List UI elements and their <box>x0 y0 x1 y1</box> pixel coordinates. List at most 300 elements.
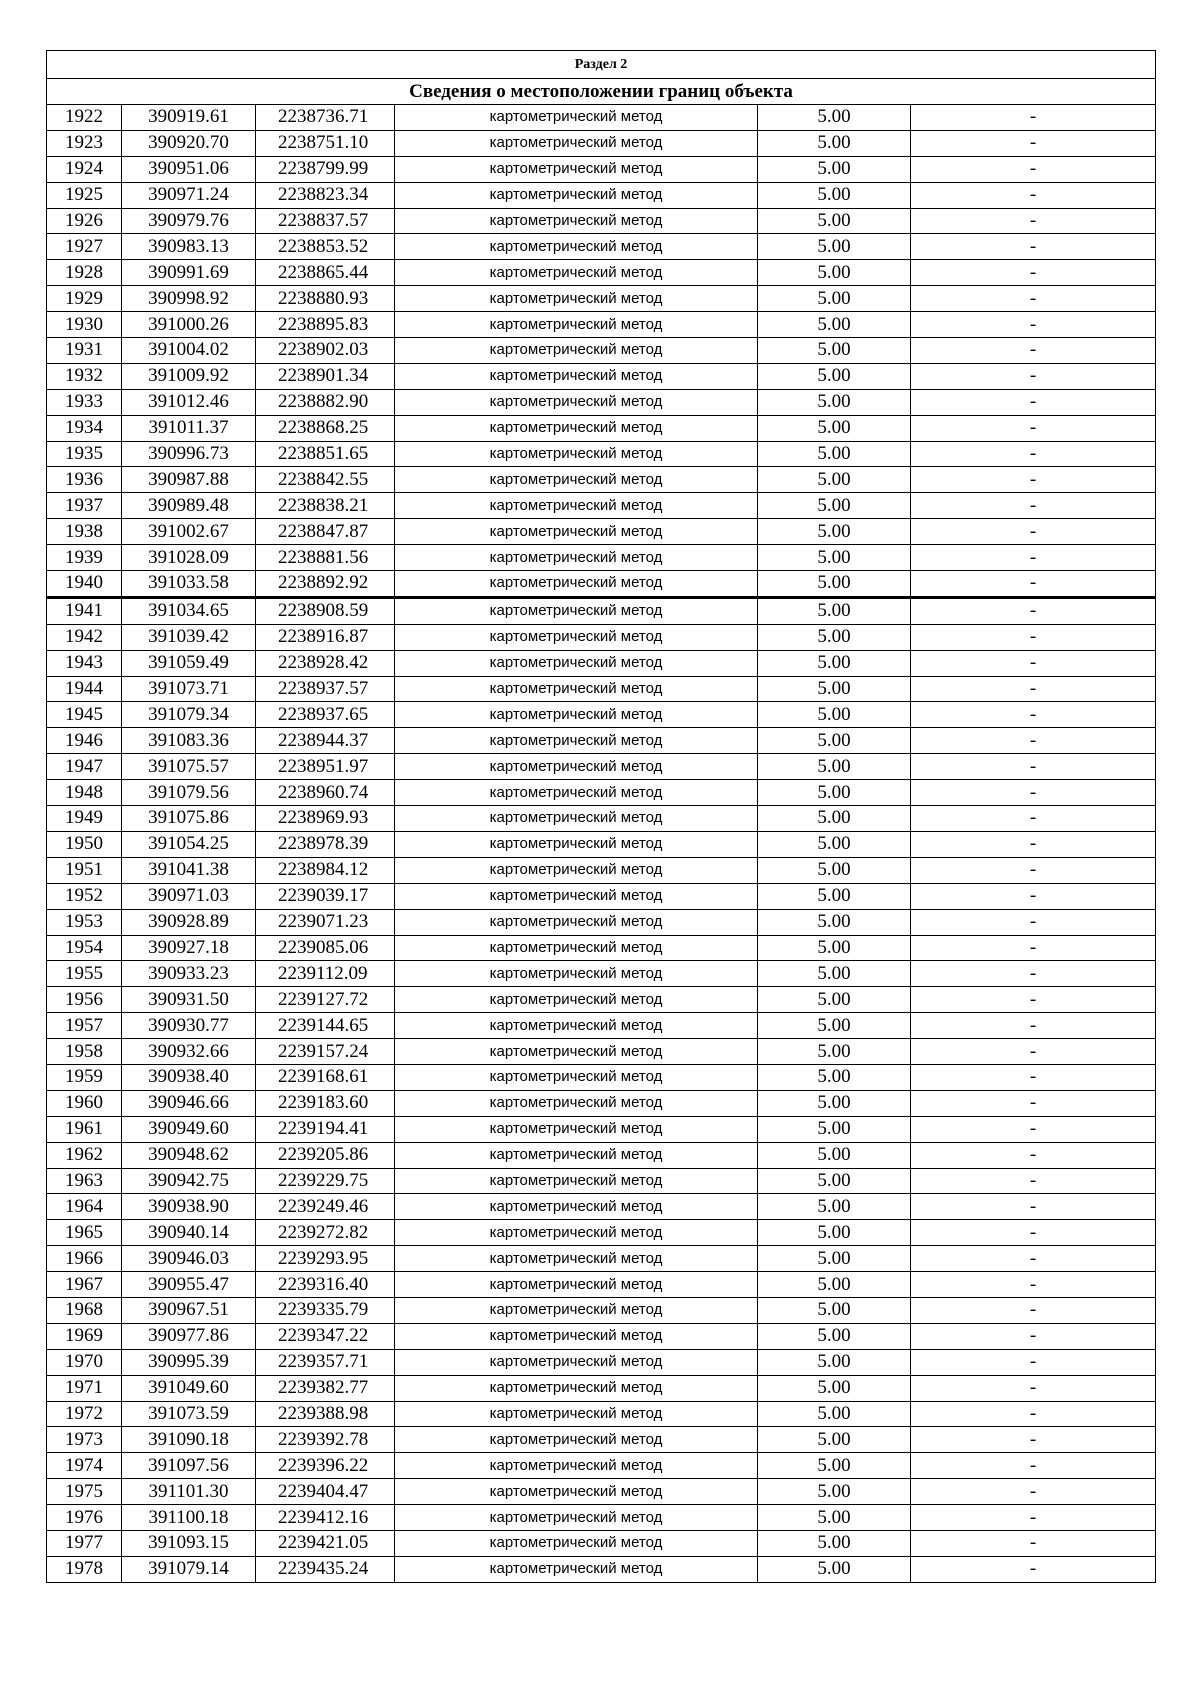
y-coordinate-cell: 2238928.42 <box>256 650 395 676</box>
accuracy-cell: 5.00 <box>758 1142 911 1168</box>
y-coordinate-cell: 2238865.44 <box>256 260 395 286</box>
x-coordinate-cell: 390933.23 <box>122 961 256 987</box>
point-number-cell: 1973 <box>47 1427 122 1453</box>
description-cell: - <box>911 702 1156 728</box>
point-number-cell: 1947 <box>47 754 122 780</box>
point-number-cell: 1956 <box>47 987 122 1013</box>
point-number-cell: 1976 <box>47 1505 122 1531</box>
method-cell: картометрический метод <box>395 182 758 208</box>
point-number-cell: 1946 <box>47 728 122 754</box>
method-cell: картометрический метод <box>395 987 758 1013</box>
accuracy-cell: 5.00 <box>758 597 911 624</box>
point-number-cell: 1928 <box>47 260 122 286</box>
x-coordinate-cell: 391009.92 <box>122 363 256 389</box>
x-coordinate-cell: 390946.03 <box>122 1246 256 1272</box>
point-number-cell: 1935 <box>47 441 122 467</box>
point-number-cell: 1974 <box>47 1453 122 1479</box>
table-row <box>47 519 1156 545</box>
x-coordinate-cell: 390971.03 <box>122 883 256 909</box>
description-cell: - <box>911 493 1156 519</box>
y-coordinate-cell: 2238847.87 <box>256 519 395 545</box>
description-cell: - <box>911 1556 1156 1582</box>
method-cell: картометрический метод <box>395 1375 758 1401</box>
x-coordinate-cell: 391034.65 <box>122 597 256 624</box>
x-coordinate-cell: 390967.51 <box>122 1297 256 1323</box>
table-row <box>47 545 1156 571</box>
x-coordinate-cell: 390977.86 <box>122 1323 256 1349</box>
x-coordinate-cell: 390931.50 <box>122 987 256 1013</box>
description-cell: - <box>911 754 1156 780</box>
accuracy-cell: 5.00 <box>758 1246 911 1272</box>
accuracy-cell: 5.00 <box>758 883 911 909</box>
x-coordinate-cell: 390930.77 <box>122 1013 256 1039</box>
x-coordinate-cell: 391054.25 <box>122 831 256 857</box>
section-title: Сведения о местоположении границ объекта <box>47 79 1156 105</box>
accuracy-cell: 5.00 <box>758 519 911 545</box>
table-row <box>47 467 1156 493</box>
point-number-cell: 1950 <box>47 831 122 857</box>
y-coordinate-cell: 2239085.06 <box>256 935 395 961</box>
accuracy-cell: 5.00 <box>758 105 911 131</box>
point-number-cell: 1952 <box>47 883 122 909</box>
method-cell: картометрический метод <box>395 1453 758 1479</box>
y-coordinate-cell: 2239112.09 <box>256 961 395 987</box>
x-coordinate-cell: 390942.75 <box>122 1168 256 1194</box>
description-cell: - <box>911 1168 1156 1194</box>
table-row <box>47 1349 1156 1375</box>
y-coordinate-cell: 2238892.92 <box>256 571 395 598</box>
method-cell: картометрический метод <box>395 105 758 131</box>
method-cell: картометрический метод <box>395 909 758 935</box>
x-coordinate-cell: 390971.24 <box>122 182 256 208</box>
x-coordinate-cell: 390932.66 <box>122 1039 256 1065</box>
accuracy-cell: 5.00 <box>758 441 911 467</box>
table-row <box>47 182 1156 208</box>
accuracy-cell: 5.00 <box>758 182 911 208</box>
x-coordinate-cell: 391093.15 <box>122 1530 256 1556</box>
y-coordinate-cell: 2238838.21 <box>256 493 395 519</box>
table-body <box>47 51 1156 1583</box>
point-number-cell: 1939 <box>47 545 122 571</box>
y-coordinate-cell: 2238937.57 <box>256 676 395 702</box>
accuracy-cell: 5.00 <box>758 1013 911 1039</box>
description-cell: - <box>911 182 1156 208</box>
accuracy-cell: 5.00 <box>758 1479 911 1505</box>
accuracy-cell: 5.00 <box>758 1272 911 1298</box>
x-coordinate-cell: 390996.73 <box>122 441 256 467</box>
y-coordinate-cell: 2238937.65 <box>256 702 395 728</box>
description-cell: - <box>911 105 1156 131</box>
point-number-cell: 1941 <box>47 597 122 624</box>
x-coordinate-cell: 391049.60 <box>122 1375 256 1401</box>
accuracy-cell: 5.00 <box>758 1349 911 1375</box>
point-number-cell: 1942 <box>47 624 122 650</box>
x-coordinate-cell: 390920.70 <box>122 130 256 156</box>
y-coordinate-cell: 2238851.65 <box>256 441 395 467</box>
point-number-cell: 1931 <box>47 338 122 364</box>
accuracy-cell: 5.00 <box>758 363 911 389</box>
table-row <box>47 624 1156 650</box>
description-cell: - <box>911 1349 1156 1375</box>
description-cell: - <box>911 935 1156 961</box>
accuracy-cell: 5.00 <box>758 571 911 598</box>
description-cell: - <box>911 1479 1156 1505</box>
y-coordinate-cell: 2239249.46 <box>256 1194 395 1220</box>
method-cell: картометрический метод <box>395 519 758 545</box>
point-number-cell: 1943 <box>47 650 122 676</box>
accuracy-cell: 5.00 <box>758 1090 911 1116</box>
description-cell: - <box>911 1013 1156 1039</box>
description-cell: - <box>911 312 1156 338</box>
point-number-cell: 1924 <box>47 156 122 182</box>
table-row <box>47 1505 1156 1531</box>
accuracy-cell: 5.00 <box>758 935 911 961</box>
y-coordinate-cell: 2238902.03 <box>256 338 395 364</box>
point-number-cell: 1930 <box>47 312 122 338</box>
method-cell: картометрический метод <box>395 156 758 182</box>
table-row <box>47 1530 1156 1556</box>
description-cell: - <box>911 909 1156 935</box>
table-row <box>47 831 1156 857</box>
accuracy-cell: 5.00 <box>758 987 911 1013</box>
x-coordinate-cell: 391101.30 <box>122 1479 256 1505</box>
x-coordinate-cell: 391079.56 <box>122 780 256 806</box>
x-coordinate-cell: 391041.38 <box>122 857 256 883</box>
method-cell: картометрический метод <box>395 650 758 676</box>
method-cell: картометрический метод <box>395 597 758 624</box>
table-row <box>47 1194 1156 1220</box>
description-cell: - <box>911 519 1156 545</box>
method-cell: картометрический метод <box>395 1039 758 1065</box>
point-number-cell: 1970 <box>47 1349 122 1375</box>
table-row <box>47 935 1156 961</box>
description-cell: - <box>911 1272 1156 1298</box>
x-coordinate-cell: 391033.58 <box>122 571 256 598</box>
description-cell: - <box>911 286 1156 312</box>
table-row <box>47 1427 1156 1453</box>
description-cell: - <box>911 1194 1156 1220</box>
method-cell: картометрический метод <box>395 754 758 780</box>
description-cell: - <box>911 780 1156 806</box>
method-cell: картометрический метод <box>395 1220 758 1246</box>
description-cell: - <box>911 624 1156 650</box>
description-cell: - <box>911 1142 1156 1168</box>
accuracy-cell: 5.00 <box>758 1220 911 1246</box>
accuracy-cell: 5.00 <box>758 130 911 156</box>
y-coordinate-cell: 2238868.25 <box>256 415 395 441</box>
accuracy-cell: 5.00 <box>758 286 911 312</box>
accuracy-cell: 5.00 <box>758 312 911 338</box>
table-row <box>47 105 1156 131</box>
accuracy-cell: 5.00 <box>758 389 911 415</box>
table-row <box>47 389 1156 415</box>
point-number-cell: 1934 <box>47 415 122 441</box>
y-coordinate-cell: 2239412.16 <box>256 1505 395 1531</box>
method-cell: картометрический метод <box>395 286 758 312</box>
method-cell: картометрический метод <box>395 780 758 806</box>
y-coordinate-cell: 2238969.93 <box>256 806 395 832</box>
method-cell: картометрический метод <box>395 260 758 286</box>
accuracy-cell: 5.00 <box>758 545 911 571</box>
table-row <box>47 754 1156 780</box>
method-cell: картометрический метод <box>395 831 758 857</box>
accuracy-cell: 5.00 <box>758 1453 911 1479</box>
x-coordinate-cell: 390979.76 <box>122 208 256 234</box>
method-cell: картометрический метод <box>395 389 758 415</box>
description-cell: - <box>911 1505 1156 1531</box>
x-coordinate-cell: 390991.69 <box>122 260 256 286</box>
point-number-cell: 1925 <box>47 182 122 208</box>
y-coordinate-cell: 2238837.57 <box>256 208 395 234</box>
table-row <box>47 1556 1156 1582</box>
description-cell: - <box>911 389 1156 415</box>
method-cell: картометрический метод <box>395 467 758 493</box>
method-cell: картометрический метод <box>395 1090 758 1116</box>
description-cell: - <box>911 338 1156 364</box>
description-cell: - <box>911 1246 1156 1272</box>
x-coordinate-cell: 390983.13 <box>122 234 256 260</box>
y-coordinate-cell: 2239388.98 <box>256 1401 395 1427</box>
method-cell: картометрический метод <box>395 1116 758 1142</box>
point-number-cell: 1958 <box>47 1039 122 1065</box>
method-cell: картометрический метод <box>395 1323 758 1349</box>
x-coordinate-cell: 391011.37 <box>122 415 256 441</box>
table-row <box>47 415 1156 441</box>
point-number-cell: 1937 <box>47 493 122 519</box>
point-number-cell: 1964 <box>47 1194 122 1220</box>
y-coordinate-cell: 2238895.83 <box>256 312 395 338</box>
method-cell: картометрический метод <box>395 1479 758 1505</box>
table-row <box>47 1297 1156 1323</box>
x-coordinate-cell: 391083.36 <box>122 728 256 754</box>
method-cell: картометрический метод <box>395 1505 758 1531</box>
table-row <box>47 806 1156 832</box>
description-cell: - <box>911 987 1156 1013</box>
accuracy-cell: 5.00 <box>758 1375 911 1401</box>
accuracy-cell: 5.00 <box>758 260 911 286</box>
x-coordinate-cell: 390948.62 <box>122 1142 256 1168</box>
y-coordinate-cell: 2239071.23 <box>256 909 395 935</box>
x-coordinate-cell: 390919.61 <box>122 105 256 131</box>
accuracy-cell: 5.00 <box>758 831 911 857</box>
x-coordinate-cell: 390946.66 <box>122 1090 256 1116</box>
method-cell: картометрический метод <box>395 312 758 338</box>
method-cell: картометрический метод <box>395 935 758 961</box>
description-cell: - <box>911 1453 1156 1479</box>
y-coordinate-cell: 2239335.79 <box>256 1297 395 1323</box>
point-number-cell: 1978 <box>47 1556 122 1582</box>
table-row <box>47 1064 1156 1090</box>
description-cell: - <box>911 676 1156 702</box>
y-coordinate-cell: 2239392.78 <box>256 1427 395 1453</box>
table-row <box>47 987 1156 1013</box>
x-coordinate-cell: 391075.57 <box>122 754 256 780</box>
table-row <box>47 286 1156 312</box>
y-coordinate-cell: 2238799.99 <box>256 156 395 182</box>
table-row <box>47 1168 1156 1194</box>
accuracy-cell: 5.00 <box>758 1168 911 1194</box>
point-number-cell: 1957 <box>47 1013 122 1039</box>
x-coordinate-cell: 390955.47 <box>122 1272 256 1298</box>
point-number-cell: 1954 <box>47 935 122 961</box>
section-title-row <box>47 79 1156 105</box>
x-coordinate-cell: 391059.49 <box>122 650 256 676</box>
table-row <box>47 441 1156 467</box>
point-number-cell: 1955 <box>47 961 122 987</box>
description-cell: - <box>911 1401 1156 1427</box>
description-cell: - <box>911 156 1156 182</box>
point-number-cell: 1953 <box>47 909 122 935</box>
point-number-cell: 1926 <box>47 208 122 234</box>
method-cell: картометрический метод <box>395 545 758 571</box>
point-number-cell: 1960 <box>47 1090 122 1116</box>
table-row <box>47 961 1156 987</box>
y-coordinate-cell: 2239357.71 <box>256 1349 395 1375</box>
point-number-cell: 1961 <box>47 1116 122 1142</box>
point-number-cell: 1962 <box>47 1142 122 1168</box>
y-coordinate-cell: 2238951.97 <box>256 754 395 780</box>
description-cell: - <box>911 441 1156 467</box>
description-cell: - <box>911 1220 1156 1246</box>
description-cell: - <box>911 415 1156 441</box>
table-row <box>47 1401 1156 1427</box>
method-cell: картометрический метод <box>395 493 758 519</box>
x-coordinate-cell: 390949.60 <box>122 1116 256 1142</box>
method-cell: картометрический метод <box>395 883 758 909</box>
point-number-cell: 1959 <box>47 1064 122 1090</box>
description-cell: - <box>911 130 1156 156</box>
y-coordinate-cell: 2238901.34 <box>256 363 395 389</box>
accuracy-cell: 5.00 <box>758 624 911 650</box>
y-coordinate-cell: 2238944.37 <box>256 728 395 754</box>
x-coordinate-cell: 391079.14 <box>122 1556 256 1582</box>
method-cell: картометрический метод <box>395 415 758 441</box>
boundary-coordinates-table <box>46 50 1156 1583</box>
point-number-cell: 1949 <box>47 806 122 832</box>
description-cell: - <box>911 1375 1156 1401</box>
table-row <box>47 1246 1156 1272</box>
accuracy-cell: 5.00 <box>758 467 911 493</box>
table-row <box>47 130 1156 156</box>
description-cell: - <box>911 806 1156 832</box>
accuracy-cell: 5.00 <box>758 338 911 364</box>
description-cell: - <box>911 1039 1156 1065</box>
y-coordinate-cell: 2238908.59 <box>256 597 395 624</box>
table-row <box>47 883 1156 909</box>
x-coordinate-cell: 390998.92 <box>122 286 256 312</box>
x-coordinate-cell: 391090.18 <box>122 1427 256 1453</box>
method-cell: картометрический метод <box>395 571 758 598</box>
method-cell: картометрический метод <box>395 1194 758 1220</box>
accuracy-cell: 5.00 <box>758 650 911 676</box>
y-coordinate-cell: 2239316.40 <box>256 1272 395 1298</box>
description-cell: - <box>911 260 1156 286</box>
method-cell: картометрический метод <box>395 1064 758 1090</box>
method-cell: картометрический метод <box>395 1349 758 1375</box>
table-row <box>47 1272 1156 1298</box>
accuracy-cell: 5.00 <box>758 754 911 780</box>
accuracy-cell: 5.00 <box>758 1505 911 1531</box>
x-coordinate-cell: 391100.18 <box>122 1505 256 1531</box>
accuracy-cell: 5.00 <box>758 1323 911 1349</box>
method-cell: картометрический метод <box>395 1530 758 1556</box>
table-row <box>47 493 1156 519</box>
point-number-cell: 1940 <box>47 571 122 598</box>
accuracy-cell: 5.00 <box>758 961 911 987</box>
method-cell: картометрический метод <box>395 624 758 650</box>
table-row <box>47 780 1156 806</box>
x-coordinate-cell: 391012.46 <box>122 389 256 415</box>
y-coordinate-cell: 2239168.61 <box>256 1064 395 1090</box>
accuracy-cell: 5.00 <box>758 1194 911 1220</box>
point-number-cell: 1963 <box>47 1168 122 1194</box>
point-number-cell: 1972 <box>47 1401 122 1427</box>
x-coordinate-cell: 391028.09 <box>122 545 256 571</box>
description-cell: - <box>911 1530 1156 1556</box>
y-coordinate-cell: 2238882.90 <box>256 389 395 415</box>
accuracy-cell: 5.00 <box>758 1039 911 1065</box>
table-row <box>47 1220 1156 1246</box>
table-row <box>47 1479 1156 1505</box>
y-coordinate-cell: 2239205.86 <box>256 1142 395 1168</box>
description-cell: - <box>911 1297 1156 1323</box>
table-row <box>47 676 1156 702</box>
method-cell: картометрический метод <box>395 961 758 987</box>
table-row <box>47 650 1156 676</box>
method-cell: картометрический метод <box>395 208 758 234</box>
description-cell: - <box>911 1064 1156 1090</box>
table-row <box>47 338 1156 364</box>
x-coordinate-cell: 390927.18 <box>122 935 256 961</box>
accuracy-cell: 5.00 <box>758 208 911 234</box>
method-cell: картометрический метод <box>395 1297 758 1323</box>
description-cell: - <box>911 545 1156 571</box>
method-cell: картометрический метод <box>395 1246 758 1272</box>
point-number-cell: 1936 <box>47 467 122 493</box>
accuracy-cell: 5.00 <box>758 415 911 441</box>
description-cell: - <box>911 363 1156 389</box>
method-cell: картометрический метод <box>395 130 758 156</box>
method-cell: картометрический метод <box>395 1168 758 1194</box>
method-cell: картометрический метод <box>395 234 758 260</box>
description-cell: - <box>911 1116 1156 1142</box>
point-number-cell: 1944 <box>47 676 122 702</box>
description-cell: - <box>911 883 1156 909</box>
y-coordinate-cell: 2238880.93 <box>256 286 395 312</box>
x-coordinate-cell: 391002.67 <box>122 519 256 545</box>
description-cell: - <box>911 650 1156 676</box>
method-cell: картометрический метод <box>395 338 758 364</box>
description-cell: - <box>911 1323 1156 1349</box>
y-coordinate-cell: 2238984.12 <box>256 857 395 883</box>
y-coordinate-cell: 2239421.05 <box>256 1530 395 1556</box>
x-coordinate-cell: 391004.02 <box>122 338 256 364</box>
y-coordinate-cell: 2239039.17 <box>256 883 395 909</box>
accuracy-cell: 5.00 <box>758 728 911 754</box>
x-coordinate-cell: 390995.39 <box>122 1349 256 1375</box>
x-coordinate-cell: 391079.34 <box>122 702 256 728</box>
method-cell: картометрический метод <box>395 728 758 754</box>
y-coordinate-cell: 2239229.75 <box>256 1168 395 1194</box>
y-coordinate-cell: 2239404.47 <box>256 1479 395 1505</box>
x-coordinate-cell: 390940.14 <box>122 1220 256 1246</box>
table-row <box>47 571 1156 598</box>
accuracy-cell: 5.00 <box>758 702 911 728</box>
description-cell: - <box>911 961 1156 987</box>
description-cell: - <box>911 571 1156 598</box>
y-coordinate-cell: 2239157.24 <box>256 1039 395 1065</box>
point-number-cell: 1922 <box>47 105 122 131</box>
